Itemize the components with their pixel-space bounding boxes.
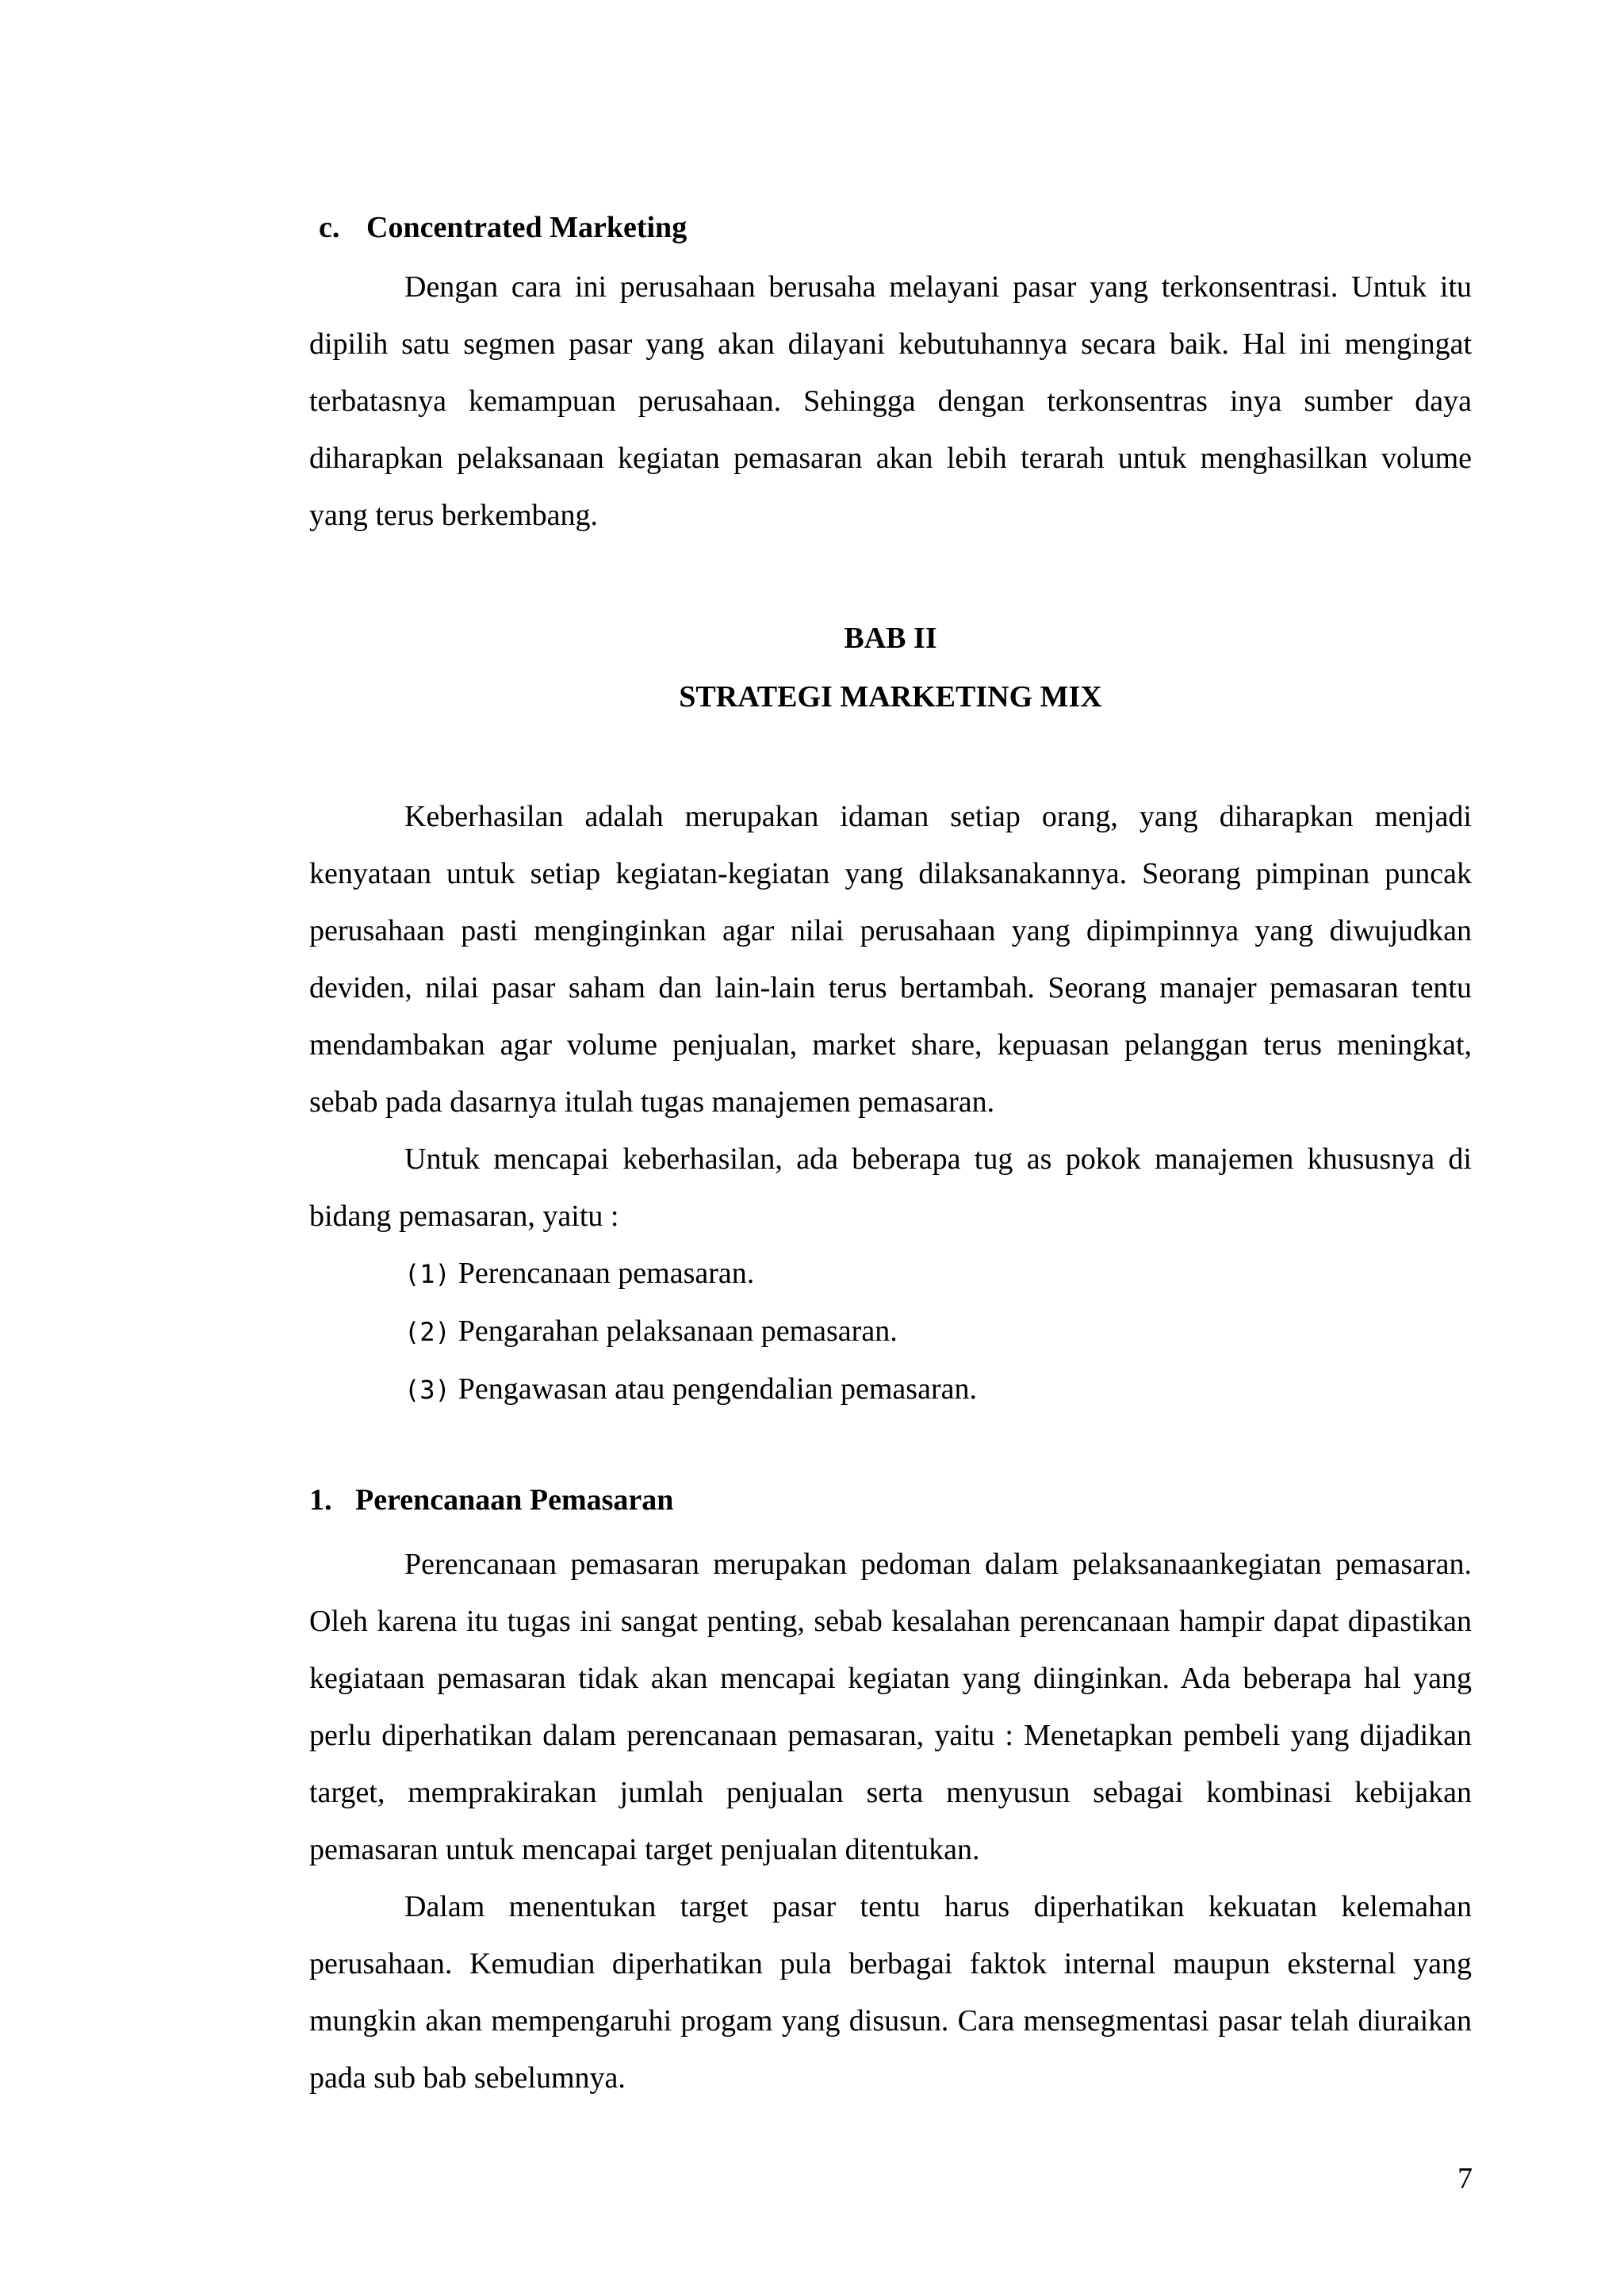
subsection-paragraph: Dengan cara ini perusahaan berusaha melayani pasar yang terkonsentrasi. Untuk itu dipilih satu segmen pasar yang akan dilayani kebutuhannya secara baik. Hal ini mengingat terbatasnya kemampuan perusahaan. Sehingga dengan terkonsentras inya sumber daya diharapkan pelaksanaan kegiatan pemasaran akan lebih terarah untuk menghasilkan volume yang terus berkembang.	[309, 270, 1472, 532]
list-item-number: (1)	[404, 1259, 450, 1289]
list-item-number: (2)	[404, 1317, 450, 1347]
subsection-title: Concentrated Marketing	[366, 211, 688, 244]
list-item-text: Pengarahan pelaksanaan pemasaran.	[458, 1314, 898, 1348]
section-paragraph-2: Dalam menentukan target pasar tentu harus diperhatikan kekuatan kelemahan perusahaan. Kemudian diperhatikan pula berbagai faktok internal maupun eksternal yang mungkin akan mempengaruhi progam yang disusun. Cara mensegmentasi pasar telah diuraikan pada sub bab sebelumnya.	[309, 1890, 1472, 2095]
chapter-number: BAB II	[844, 622, 937, 655]
list-item-text: Perencanaan pemasaran.	[458, 1257, 755, 1290]
list-item-text: Pengawasan atau pengendalian pemasaran.	[458, 1372, 977, 1406]
section-marker: 1.	[309, 1483, 332, 1517]
list-item	[309, 1303, 1472, 1360]
chapter-title: STRATEGI MARKETING MIX	[679, 680, 1102, 714]
list-item-number: (3)	[404, 1375, 450, 1405]
subsection-heading	[319, 208, 1472, 247]
list-item	[309, 1245, 1472, 1303]
intro-paragraph-1: Keberhasilan adalah merupakan idaman setiap orang, yang diharapkan menjadi kenyataan untuk setiap kegiatan-kegiatan yang dilaksanakannya. Seorang pimpinan puncak perusahaan pasti menginginkan agar nilai perusahaan yang dipimpinnya yang diwujudkan deviden, nilai pasar saham dan lain-lain terus bertambah. Seorang manajer pemasaran tentu mendambakan agar volume penjualan, market share, kepuasan pelanggan terus meningkat, sebab pada dasarnya itulah tugas manajemen pemasaran.	[309, 800, 1472, 1119]
section-title: Perencanaan Pemasaran	[355, 1483, 674, 1517]
page-number: 7	[1457, 2162, 1473, 2195]
page-content	[309, 208, 1472, 2107]
section-heading	[309, 1480, 1472, 1520]
intro-paragraph-2: Untuk mencapai keberhasilan, ada beberapa tug as pokok manajemen khususnya di bidang pemasaran, yaitu :	[309, 1142, 1472, 1233]
subsection-marker: c.	[319, 211, 340, 244]
task-list	[309, 1245, 1472, 1418]
section-paragraph-1: Perencanaan pemasaran merupakan pedoman dalam pelaksanaankegiatan pemasaran. Oleh karena itu tugas ini sangat penting, sebab kesalahan perencanaan hampir dapat dipastikan kegiataan pemasaran tidak akan mencapai kegiatan yang diinginkan. Ada beberapa hal yang perlu diperhatikan dalam perencanaan pemasaran, yaitu : Menetapkan pembeli yang dijadikan target, memprakirakan jumlah penjualan serta menyusun sebagai kombinasi kebijakan pemasaran untuk mencapai target penjualan ditentukan.	[309, 1548, 1472, 1866]
list-item	[309, 1360, 1472, 1418]
